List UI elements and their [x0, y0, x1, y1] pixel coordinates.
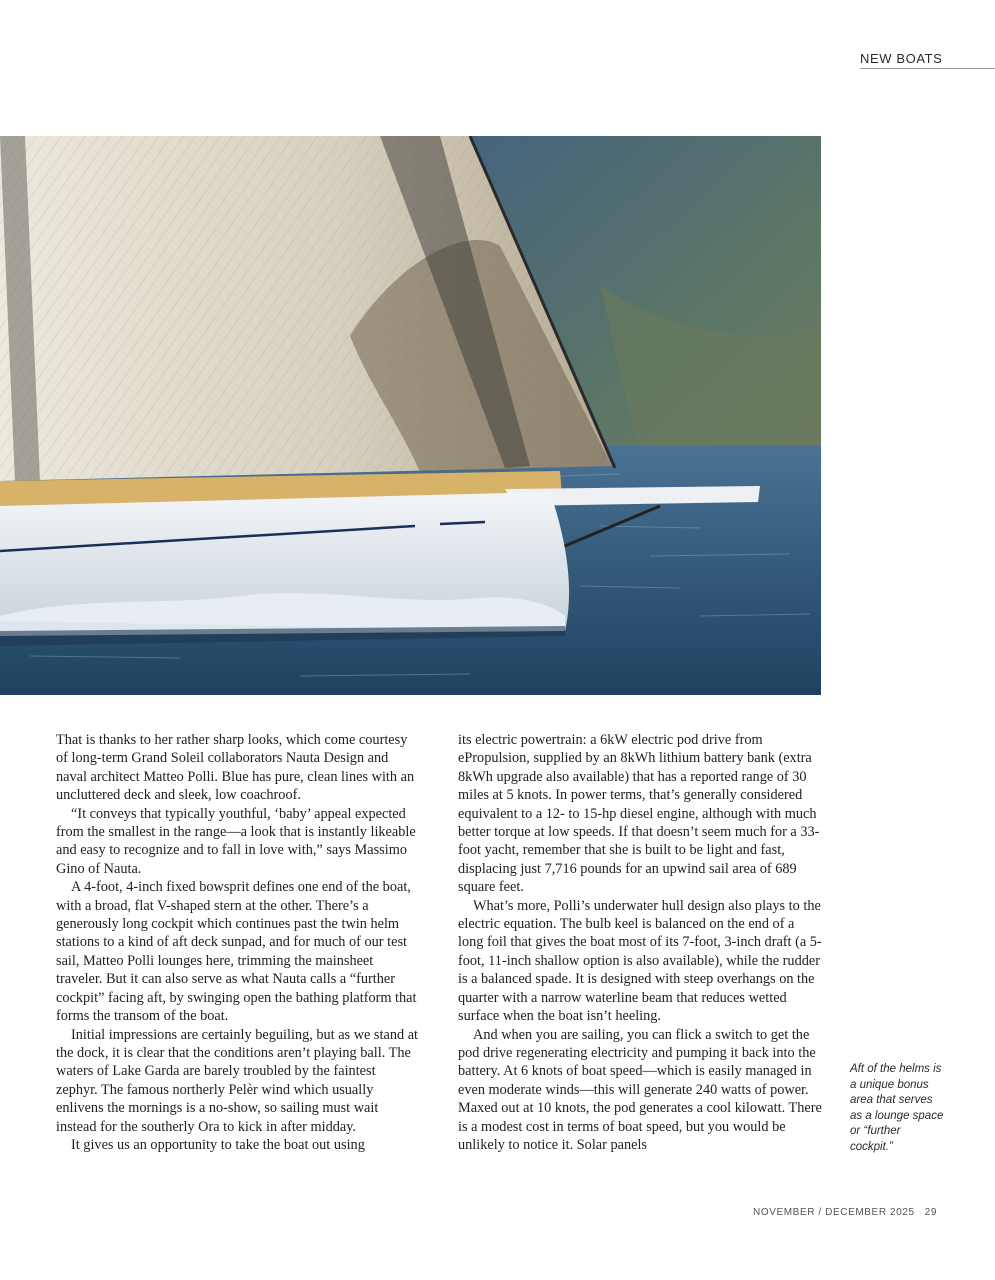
paragraph: And when you are sailing, you can flick a switch to get the pod drive regenerating electricity and pumping it back into the battery. At 6 knots of boat speed—which is easily managed in even moderate winds—this will generate 240 watts of power. Maxed out at 10 knots, the pod generates a cool kilowatt. There is a modest cost in terms of boat speed, but you would be unlikely to notice it. Solar panels	[458, 1026, 822, 1153]
issue-date: NOVEMBER / DECEMBER 2025	[753, 1207, 915, 1218]
paragraph: That is thanks to her rather sharp looks, which come courtesy of long-term Grand Soleil collaborators Nauta Design and naval architect Matteo Polli. Blue has pure, clean lines with an uncluttered deck and sleek, low coachroof.	[56, 732, 415, 804]
page-footer	[753, 1207, 937, 1218]
paragraph: Initial impressions are certainly beguiling, but as we stand at the dock, it is clear that the conditions aren’t playing ball. The waters of Lake Garda are barely troubled by the faintest zephyr. The famous northerly Pelèr wind which usually enlivens the mornings is a no-show, so sailing must wait instead for the southerly Ora to kick in after midday.	[56, 1026, 419, 1135]
sailboat-photo	[0, 136, 821, 695]
photo-caption: Aft of the helms is a unique bonus area that serves as a lounge space or “further cockpit.”	[850, 1063, 944, 1153]
page-number: 29	[924, 1207, 937, 1218]
paragraph: What’s more, Polli’s underwater hull design also plays to the electric equation. The bulb keel is balanced on the end of a long foil that gives the boat most of its 7-foot, 3-inch draft (a 5-foot, 11-inch shallow option is also available), while the rudder is a balanced spade. It is designed with steep overhangs on the quarter with a narrow waterline beam that reduces wetted surface when the boat isn’t heeling.	[458, 897, 822, 1025]
section-header: NEW BOATS	[860, 51, 995, 69]
paragraph: its electric powertrain: a 6kW electric pod drive from ePropulsion, supplied by an 8kWh lithium battery bank (extra 8kWh upgrade also available) that has a reported range of 30 miles at 5 knots. In power terms, that’s generally considered equivalent to a 12- to 15-hp diesel engine, although with much better torque at low speeds. If that doesn’t seem much for a 33-foot yacht, remember that she is built to be light and fast, displacing just 7,716 pounds for an upwind sail area of 689 square feet.	[458, 732, 820, 896]
article-column-1	[56, 731, 420, 1154]
paragraph: A 4-foot, 4-inch fixed bowsprit defines one end of the boat, with a broad, flat V-shaped stern at the other. There’s a generously long cockpit which continues past the twin helm stations to a kind of aft deck sunpad, and for much of our test sail, Matteo Polli lounges here, trimming the mainsheet traveler. But it can also serve as what Nauta calls a “further cockpit” facing aft, by swinging open the bathing platform that forms the transom of the boat.	[56, 879, 417, 1025]
paragraph: “It conveys that typically youthful, ‘baby’ appeal expected from the smallest in the range—a look that is instantly likeable and easy to recognize and to fall in love with,” says Massimo Gino of Nauta.	[56, 805, 416, 877]
article-column-2	[458, 731, 822, 1154]
paragraph: It gives us an opportunity to take the boat out using	[71, 1136, 365, 1153]
